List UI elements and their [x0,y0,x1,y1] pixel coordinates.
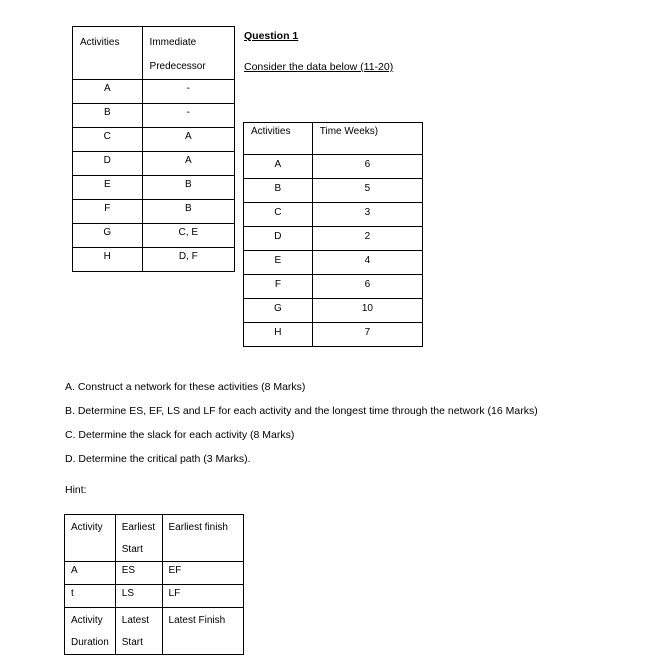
activity-cell: F [104,203,111,214]
table-cell [244,251,313,275]
hint-activity-duration-line2: Duration [71,637,109,648]
task-list [65,380,538,476]
hint-latest-finish: Latest Finish [168,615,226,626]
table-row [244,155,423,179]
table-row [244,299,423,323]
time-cell: 4 [364,255,371,266]
table-row [65,562,244,585]
table-cell [73,152,143,176]
time-table [243,122,423,347]
table-cell [312,227,422,251]
table-row [65,585,244,608]
table-row [73,200,235,224]
table-cell [73,128,143,152]
table-cell [142,248,234,272]
task-item: A. Construct a network for these activities (8 Marks) [65,381,306,393]
table-cell [65,515,116,562]
table-cell [312,155,422,179]
table-row [244,275,423,299]
hint-earliest-start-line1: Earliest [121,522,156,533]
time-cell: 6 [364,279,371,290]
table-cell [244,299,313,323]
table-row [73,104,235,128]
hint-ls: LS [121,588,134,599]
task-item: C. Determine the slack for each activity (8 Marks) [65,429,295,441]
table-cell [312,323,422,347]
table-cell [142,128,234,152]
table-cell [312,299,422,323]
predecessor-cell: - [186,83,190,94]
activity-cell: B [103,107,111,118]
hint-lf: LF [168,588,181,599]
task-item: D. Determine the critical path (3 Marks). [65,453,251,465]
activity-cell: B [274,183,282,194]
table-cell [244,203,313,227]
hint-ef: EF [168,565,182,576]
table-cell [73,104,143,128]
table-cell [312,179,422,203]
table-cell [65,585,116,608]
table-row [73,176,235,200]
hint-earliest-start-line2: Start [121,544,143,555]
table-cell [244,323,313,347]
hint-latest-start-line2: Start [121,637,143,648]
table-cell [73,224,143,248]
table-cell [115,608,162,655]
predecessor-cell: C, E [178,227,198,238]
hint-activity-label: Activity [71,522,103,533]
table-cell [162,608,243,655]
table-cell [142,80,234,104]
predecessor-cell: A [184,131,192,142]
header-predecessor [143,27,234,79]
time-cell: 5 [364,183,371,194]
activity-cell: G [273,303,282,314]
task-item: B. Determine ES, EF, LS and LF for each activity and the longest time through the network (16 Marks) [65,405,538,417]
table-cell [73,200,143,224]
activity-cell: A [103,83,111,94]
time-cell: 3 [364,207,371,218]
activity-cell: H [103,251,111,262]
table-header-row [73,27,235,80]
hint-label: Hint: [65,484,87,496]
time-cell: 7 [364,327,371,338]
table-cell [244,155,313,179]
question-title: Question 1 [244,30,299,42]
table-header-row [244,123,423,155]
predecessor-cell: A [184,155,192,166]
table-row [65,608,244,655]
header-cell [73,27,143,80]
header-activities: Activities [80,37,120,48]
table-cell [312,251,422,275]
activity-cell: A [274,159,282,170]
table-cell [142,200,234,224]
table-cell [162,515,243,562]
hint-table [64,514,244,655]
predecessor-cell: B [184,203,192,214]
table-cell [65,608,116,655]
table-cell [115,585,162,608]
table-cell [142,152,234,176]
table-cell [115,562,162,585]
activity-cell: D [274,231,282,242]
table-cell [244,275,313,299]
activity-cell: D [103,155,111,166]
table-row [244,323,423,347]
table-row [244,227,423,251]
time-cell: 6 [364,159,371,170]
hint-activity-duration-line1: Activity [71,615,103,626]
time-cell: 2 [364,231,371,242]
table-row [73,128,235,152]
table-row [244,251,423,275]
header-cell [244,123,313,155]
table-cell [142,176,234,200]
table-cell [244,179,313,203]
hint-earliest-finish: Earliest finish [168,522,228,533]
table-cell [115,515,162,562]
table-cell [312,203,422,227]
header-time-weeks: Time Weeks) [319,126,379,137]
question-subtitle: Consider the data below (11-20) [244,61,394,73]
hint-activity-name: A [71,565,78,576]
hint-duration-symbol: t [71,588,74,599]
hint-earliest-start [116,515,162,561]
header-predecessor-line2: Predecessor [149,61,206,72]
table-row [244,203,423,227]
table-cell [162,585,243,608]
hint-es: ES [121,565,136,576]
table-row [73,224,235,248]
hint-latest-start-line1: Latest [121,615,150,626]
table-cell [142,224,234,248]
activity-cell: E [103,179,111,190]
table-row [73,80,235,104]
table-row [73,152,235,176]
header-cell [142,27,234,80]
predecessor-table [72,26,235,272]
table-cell [312,275,422,299]
predecessor-cell: B [184,179,192,190]
table-row [244,179,423,203]
table-cell [73,176,143,200]
predecessor-cell: - [186,107,190,118]
header-cell [312,123,422,155]
table-cell [73,248,143,272]
table-cell [65,562,116,585]
activity-cell: E [274,255,282,266]
table-cell [244,227,313,251]
predecessor-cell: D, F [178,251,198,262]
hint-latest-start [116,608,162,654]
header-activities: Activities [251,126,291,137]
table-cell [73,80,143,104]
table-cell [162,562,243,585]
hint-activity-duration [65,608,115,654]
activity-cell: H [274,327,282,338]
header-predecessor-line1: Immediate [149,37,197,48]
table-row [73,248,235,272]
table-cell [142,104,234,128]
activity-cell: F [274,279,281,290]
time-cell: 10 [361,303,373,314]
activity-cell: G [103,227,112,238]
activity-cell: C [274,207,282,218]
table-row [65,515,244,562]
activity-cell: C [103,131,111,142]
